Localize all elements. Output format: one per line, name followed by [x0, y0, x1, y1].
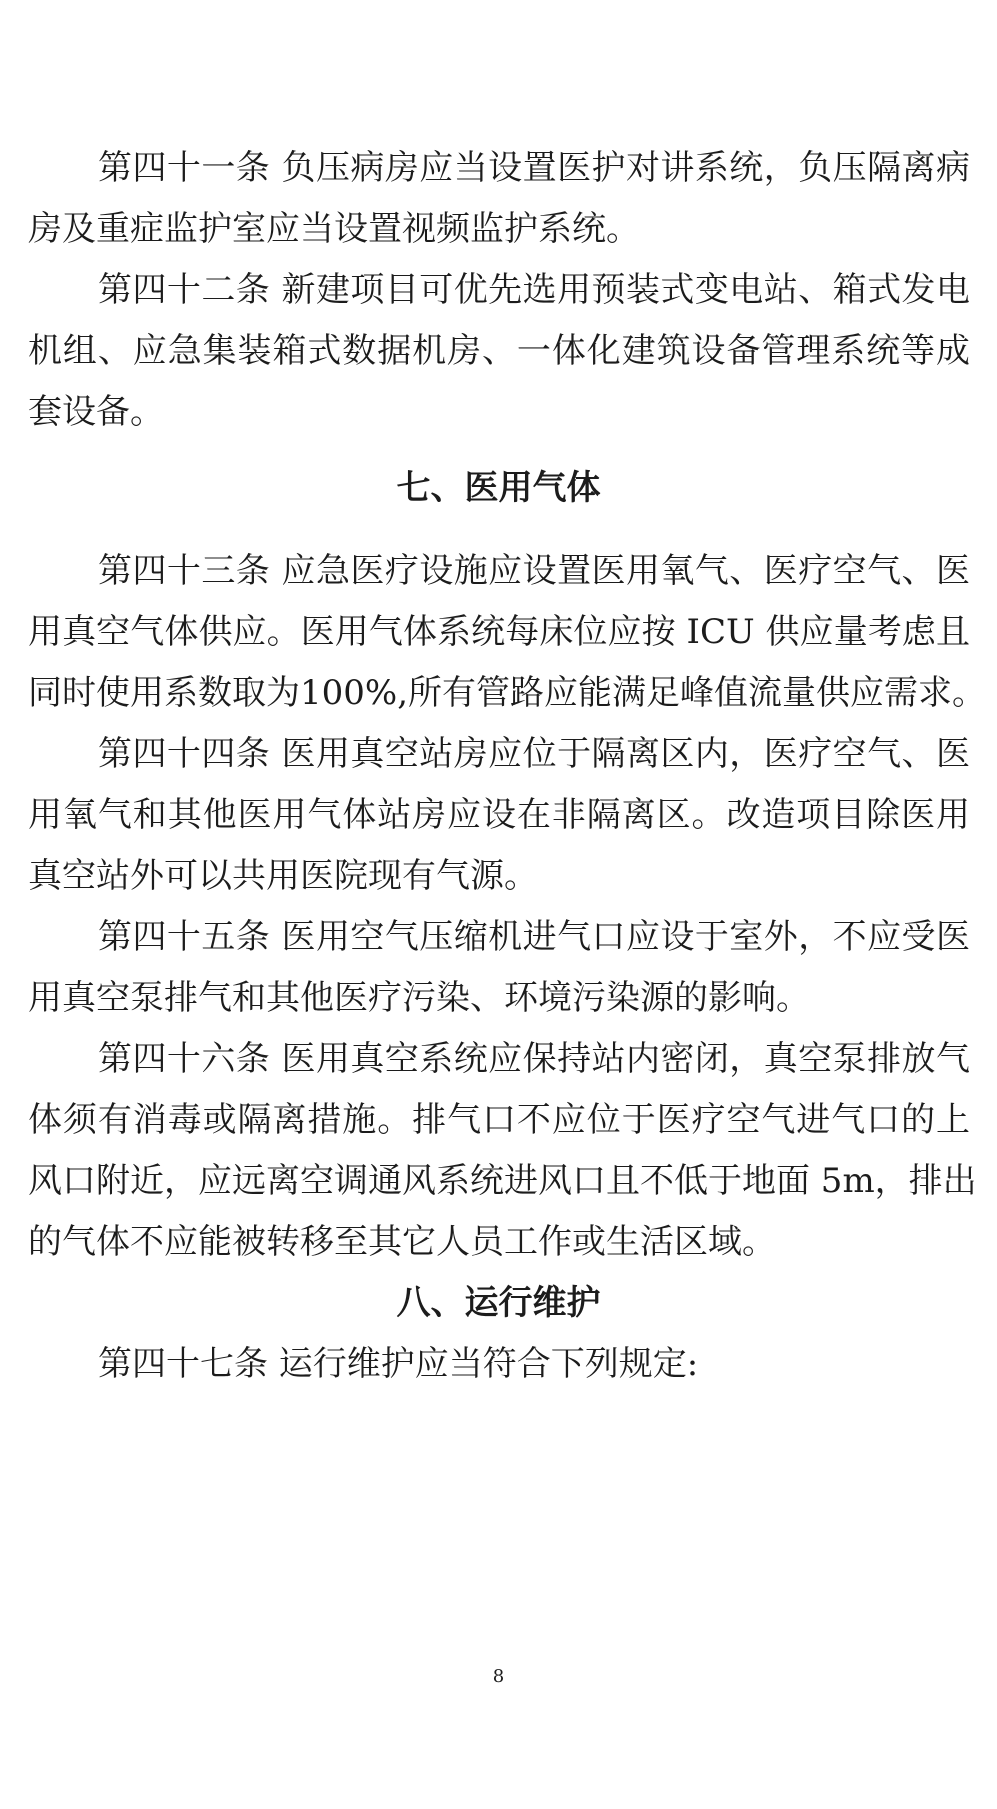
article-44-line-1: 第四十四条 医用真空站房应位于隔离区内，医疗空气、医	[98, 734, 970, 774]
page-number: 8	[492, 1666, 505, 1687]
section-heading-operation-maintenance: 八、运行维护	[396, 1283, 601, 1323]
article-46-line-2: 体须有消毒或隔离措施。排气口不应位于医疗空气进气口的上	[28, 1100, 970, 1140]
article-46-line-4: 的气体不应能被转移至其它人员工作或生活区域。	[28, 1222, 776, 1262]
article-47-line-1: 第四十七条 运行维护应当符合下列规定:	[98, 1344, 699, 1384]
article-42-line-2: 机组、应急集装箱式数据机房、一体化建筑设备管理系统等成	[28, 331, 970, 371]
article-41-line-2: 房及重症监护室应当设置视频监护系统。	[28, 209, 640, 249]
article-46-line-3: 风口附近，应远离空调通风系统进风口且不低于地面 5m，排出	[28, 1161, 977, 1201]
article-44-line-2: 用氧气和其他医用气体站房应设在非隔离区。改造项目除医用	[28, 795, 970, 835]
article-43-line-1: 第四十三条 应急医疗设施应设置医用氧气、医疗空气、医	[98, 551, 970, 591]
article-43-line-2: 用真空气体供应。医用气体系统每床位应按 ICU 供应量考虑且	[28, 612, 970, 652]
article-42-line-1: 第四十二条 新建项目可优先选用预装式变电站、箱式发电	[98, 270, 970, 310]
article-46-line-1: 第四十六条 医用真空系统应保持站内密闭，真空泵排放气	[98, 1039, 970, 1079]
article-45-line-1: 第四十五条 医用空气压缩机进气口应设于室外，不应受医	[98, 917, 970, 957]
article-41-line-1: 第四十一条 负压病房应当设置医护对讲系统，负压隔离病	[98, 148, 970, 188]
section-heading-medical-gas: 七、医用气体	[396, 468, 601, 508]
article-42-line-3: 套设备。	[28, 392, 164, 432]
article-44-line-3: 真空站外可以共用医院现有气源。	[28, 856, 538, 896]
article-45-line-2: 用真空泵排气和其他医疗污染、环境污染源的影响。	[28, 978, 810, 1018]
article-43-line-3: 同时使用系数取为100%,所有管路应能满足峰值流量供应需求。	[28, 673, 987, 713]
